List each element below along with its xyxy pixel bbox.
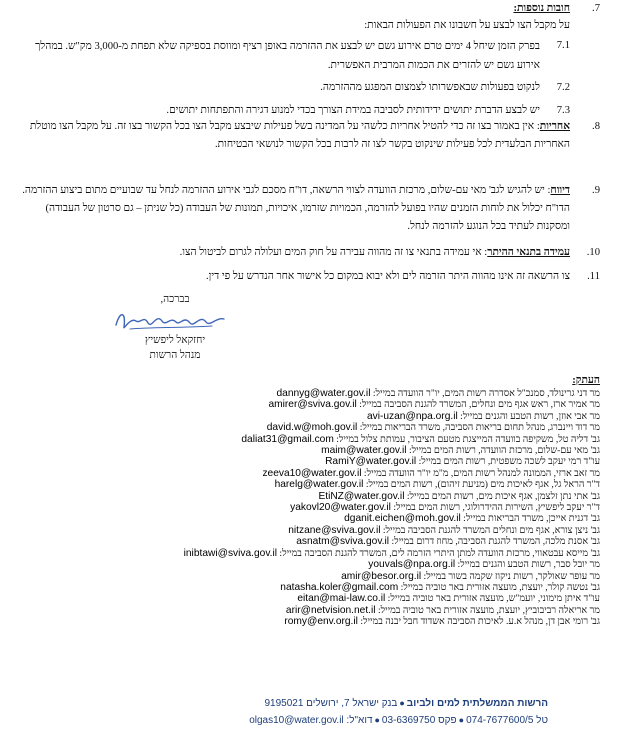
cc-entry-text: ד"ר הראל גל, אגף לאיכות מים (מניעת זיהום), רשות המים במייל: bbox=[365, 479, 600, 491]
section-11 bbox=[16, 268, 600, 285]
cc-entry bbox=[16, 513, 600, 524]
cc-email-link[interactable]: RamiY@water.gov.il bbox=[325, 456, 417, 468]
cc-entry bbox=[16, 616, 600, 627]
cc-entry bbox=[16, 434, 600, 445]
cc-email-link[interactable]: maim@water.gov.il bbox=[321, 445, 407, 457]
subsection-7-3 bbox=[16, 102, 570, 119]
cc-email-link[interactable]: eitan@mai-law.co.il bbox=[297, 593, 386, 605]
section-text: : אין באמור בצו זה כדי להטיל אחריות כלשהי על המדינה בשל פעילות שיבצע מקבל הצו בכל הקשור בצו זה. על מקבל הצו מוטלת האחריות הבלעדית לכל פעילות שינקוט בקשר לצו זה לרבות בכל הקשור לנושאי הבטיחות. bbox=[29, 121, 570, 150]
section-number: 8. bbox=[592, 121, 600, 132]
cc-entry bbox=[16, 445, 600, 456]
section-8 bbox=[16, 118, 600, 154]
cc-email-link[interactable]: yakovl20@water.gov.il bbox=[290, 502, 391, 514]
subsection-text: לנקוט בפעולות שבאפשרותו לצמצום המפגע מההזרמה. bbox=[320, 82, 540, 93]
cc-entry bbox=[16, 456, 600, 467]
section-title: חובות נוספות: bbox=[513, 3, 570, 14]
cc-lines bbox=[16, 388, 600, 628]
cc-title: העתק: bbox=[572, 375, 600, 386]
cc-email-link[interactable]: amir@besor.org.il bbox=[341, 570, 422, 582]
signature-block bbox=[120, 292, 230, 363]
cc-entry-text: גב' אסנת מלכה, המשרד להגנת הסביבה, מחוז דרום במייל: bbox=[391, 536, 600, 548]
cc-entry bbox=[16, 502, 600, 513]
footer-fax: פקס 03-6369750 bbox=[381, 715, 457, 726]
cc-email-link[interactable]: youvals@npa.org.il bbox=[368, 559, 456, 571]
cc-email-link[interactable]: david.w@moh.gov.il bbox=[266, 422, 358, 434]
cc-entry bbox=[16, 559, 600, 570]
subsection-7-1 bbox=[16, 37, 570, 75]
cc-entry bbox=[16, 468, 600, 479]
signature-greeting: בברכה, bbox=[160, 294, 190, 305]
cc-email-link[interactable]: avi-uzan@npa.org.il bbox=[366, 410, 458, 422]
cc-email-link[interactable]: inibtawi@sviva.gov.il bbox=[183, 547, 278, 559]
cc-list bbox=[16, 374, 600, 628]
cc-entry-text: מר אבי אוזן, רשות הטבע והגנים במייל: bbox=[460, 410, 600, 422]
cc-entry bbox=[16, 388, 600, 399]
cc-entry bbox=[16, 571, 600, 582]
cc-email-link[interactable]: nitzane@sviva.gov.il bbox=[288, 524, 381, 536]
cc-entry-text: מר דני גרינולד, סמנכ"ל אסדרה רשות המים, יו"ר הוועדה במייל: bbox=[372, 388, 600, 399]
signer-name: יחזקאל ליפשיץ bbox=[144, 335, 206, 346]
section-text: : יש להגיש לגב' מאי עם-שלום, מרכזת הוועדה לצווי הרשאה, דו"ח מסכם לגבי אירוע ההזרמה לנחל עד שבועיים מתום ביצוע ההזרמה. הדו"ח יכלול את לוחות הזמנים שהיו בפועל להזרמה, הכמויות שזרמו, איכויות, תמונות של העבודה (כל שניתן – גם סרטון של העבודה) ומסקנות לעתיד בכל הנוגע להזרמה לנחל. bbox=[22, 185, 570, 232]
section-number: 9. bbox=[592, 185, 600, 196]
cc-entry bbox=[16, 536, 600, 547]
cc-entry bbox=[16, 491, 600, 502]
cc-email-link[interactable]: dganit.eichen@moh.gov.il bbox=[344, 513, 461, 525]
cc-email-link[interactable]: dannyg@water.gov.il bbox=[276, 388, 371, 399]
subsection-number: 7.3 bbox=[556, 105, 570, 116]
section-title: עמידה בתנאי ההיתר bbox=[487, 247, 570, 258]
cc-entry-text: גב' דליה טל, משקיפה בוועדה המייצגת מטעם הציבור, עמותת צלול במייל: bbox=[336, 433, 600, 445]
section-7 bbox=[16, 0, 600, 119]
footer-phone: טל 074-7677600/5 bbox=[466, 715, 548, 726]
section-10 bbox=[16, 244, 600, 261]
cc-entry-text: גב' דגנית אייכן, משרד הבריאות במייל: bbox=[463, 513, 600, 525]
cc-email-link[interactable]: harelg@water.gov.il bbox=[274, 479, 364, 491]
cc-entry-text: ד"ר יעקב ליפשיץ, השירות ההידרולוגי, רשות המים במייל: bbox=[393, 502, 600, 514]
signer-role: מנהל הרשות bbox=[149, 350, 201, 361]
subsection-text: בפרק הזמן שיחל 4 ימים טרם אירוע גשם יש לבצע את ההזרמה באופן רציף ומווסת בספיקה שלא תפחת מ-3,000 מק"ש. במהלך אירוע גשם יש להזרים את הכמות המרבית האפשרית. bbox=[35, 41, 540, 71]
cc-entry bbox=[16, 605, 600, 616]
cc-entry bbox=[16, 399, 600, 410]
cc-entry bbox=[16, 479, 600, 490]
cc-email-link[interactable]: arir@netvision.net.il bbox=[285, 604, 376, 616]
footer-org-name: הרשות הממשלתית למים ולביוב bbox=[406, 698, 548, 709]
cc-entry-text: גב' ניצן צורא, אגף מים ונחלים המשרד להגנת הסביבה במייל: bbox=[382, 524, 600, 536]
cc-entry-text: גב' אתי נתן זלצמן, אגף איכות מים, רשות המים במייל: bbox=[406, 490, 600, 502]
section-text: צו הרשאה זה אינו מהווה היתר הזרמה לים ולא יבוא במקום כל אישור אחר הנדרש על פי דין. bbox=[206, 271, 570, 282]
cc-email-link[interactable]: asnatm@sviva.gov.il bbox=[296, 536, 390, 548]
cc-entry-text: גב' נטשה קולר, יועצת, מועצה אזורית באר טוביה במייל: bbox=[400, 581, 600, 593]
cc-entry-text: גב' מייסא עבטאווי, מרכזת הוועדה למתן היתרי הזרמה לים, המשרד להגנת הסביבה במייל: bbox=[279, 547, 600, 559]
cc-entry bbox=[16, 525, 600, 536]
cc-email-link[interactable]: amirer@sviva.gov.il bbox=[268, 399, 357, 411]
cc-entry-text: מר אמיר ארז, ראש אגף מים ונחלים, המשרד להגנת הסביבה במייל: bbox=[359, 399, 600, 411]
cc-entry bbox=[16, 582, 600, 593]
cc-email-link[interactable]: romy@env.org.il bbox=[284, 616, 358, 628]
section-9 bbox=[16, 182, 600, 236]
footer-address: בנק ישראל 7, ירושלים 9195021 bbox=[264, 698, 398, 709]
subsection-7-2 bbox=[16, 79, 570, 96]
cc-entry bbox=[16, 422, 600, 433]
bullet-icon: ● bbox=[458, 715, 465, 725]
cc-entry bbox=[16, 548, 600, 559]
cc-email-link[interactable]: zeeva10@water.gov.il bbox=[262, 467, 362, 479]
section-title: אחריות bbox=[539, 121, 570, 132]
cc-entry-text: מר זאב ארזי, הממונה למנהל רשות המים, מ"מ יו"ר הוועדה במייל: bbox=[363, 467, 600, 479]
cc-entry-text: מר יובל סבר, רשות הטבע והגנים במייל: bbox=[457, 559, 600, 571]
footer-email: דוא"ל: olgas10@water.gov.il bbox=[249, 715, 373, 726]
cc-entry bbox=[16, 411, 600, 422]
cc-entry bbox=[16, 593, 600, 604]
section-text: : אי עמידה בתנאי צו זה מהווה עבירה על חוק המים ועלולה לגרום לביטול הצו. bbox=[179, 247, 488, 258]
cc-entry-text: עו"ד איתן מימוני, יועמ"ש, מועצה אזורית באר טוביה במייל: bbox=[387, 593, 600, 605]
cc-entry-text: גב' רומי אבן דן, מנהל א.ע. לאיכות הסביבה אשדוד חבל יבנה במייל: bbox=[360, 616, 600, 628]
subsection-number: 7.1 bbox=[556, 40, 570, 51]
section-number: 7. bbox=[592, 3, 600, 14]
bullet-icon: ● bbox=[399, 698, 405, 708]
cc-entry-text: גב' מאי עם-שלום, מרכזת הוועדה, רשות המים במייל: bbox=[408, 445, 600, 457]
cc-entry-text: מר אריאלה רביבוביץ, יועצת, מועצה אזורית באר טוביה במייל: bbox=[377, 604, 600, 616]
cc-email-link[interactable]: natasha.koler@gmail.com bbox=[280, 581, 399, 593]
cc-email-link[interactable]: EtiNZ@water.gov.il bbox=[318, 490, 405, 502]
cc-entry-text: מר עופר שאולקר, רשות ניקוז שקמה בשור במייל: bbox=[423, 570, 600, 582]
section-intro: על מקבל הצו לבצע על חשבונו את הפעולות הבאות: bbox=[364, 20, 570, 31]
subsection-number: 7.2 bbox=[556, 82, 570, 93]
section-number: 11. bbox=[587, 271, 600, 282]
subsection-text: יש לבצע הדברת יתושים ידידותית לסביבה במידת הצורך בכדי למנוע דגירה והתפתחות יתושים. bbox=[166, 105, 540, 116]
cc-entry-text: מר דוד ויינברג, מנהל תחום בריאות הסביבה, משרד הבריאות במייל: bbox=[359, 422, 600, 434]
cc-entry-text: עו"ד רמי יעקב לשכה משפטית, רשות המים במייל: bbox=[418, 456, 600, 468]
section-number: 10. bbox=[586, 247, 600, 258]
section-title: דיווח bbox=[550, 185, 570, 196]
footer-address-line bbox=[264, 698, 548, 709]
footer-contact-line bbox=[249, 715, 548, 726]
cc-email-link[interactable]: daliat31@gmail.com bbox=[241, 433, 334, 445]
handwritten-signature bbox=[110, 307, 230, 333]
bullet-icon: ● bbox=[374, 715, 380, 725]
